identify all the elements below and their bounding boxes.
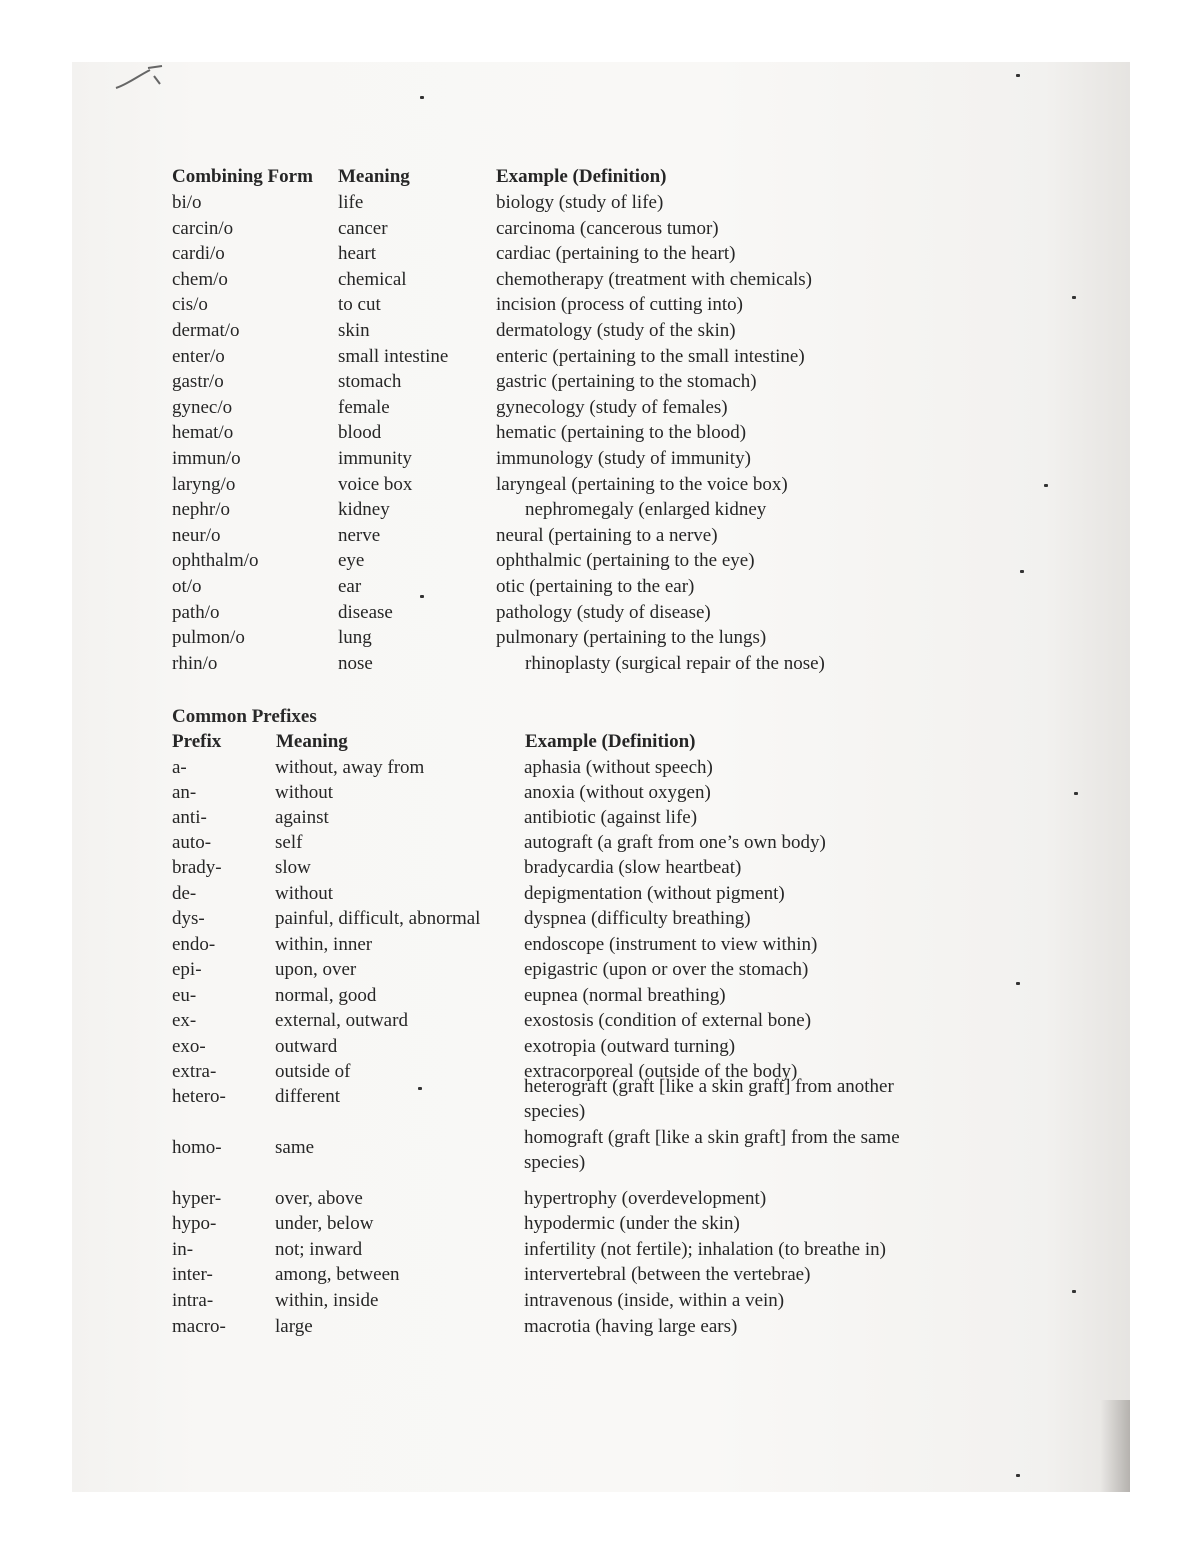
meaning-cell: skin (338, 320, 370, 341)
example-cell: depigmentation (without pigment) (524, 883, 785, 904)
prefix-cell: auto- (172, 832, 212, 853)
example-cell: nephromegaly (enlarged kidney (525, 499, 767, 521)
meaning-cell: heart (338, 243, 376, 265)
example-cell: anoxia (without oxygen) (524, 782, 711, 803)
prefixes-section-title: Common Prefixes (172, 706, 317, 727)
example-cell: pulmonary (pertaining to the lungs) (496, 627, 767, 649)
combining-form-cell: ophthalm/o (172, 550, 259, 572)
meaning-cell: cancer (338, 217, 388, 239)
meaning-cell: lung (338, 627, 372, 649)
meaning-cell: stomach (338, 371, 402, 393)
meaning-cell: large (275, 1316, 313, 1337)
meaning-cell: nose (338, 652, 373, 674)
example-cell: exotropia (outward turning) (524, 1036, 736, 1057)
example-cell: cardiac (pertaining to the heart) (496, 243, 736, 265)
prefix-cell: a- (172, 757, 187, 778)
meaning-cell: normal, good (275, 985, 377, 1006)
prefix-cell: ex- (172, 1010, 197, 1031)
prefix-cell: brady- (172, 857, 222, 878)
scan-speck (1016, 982, 1020, 985)
example-cell: macrotia (having large ears) (524, 1316, 738, 1337)
example-cell: heterograft (graft [like a skin graft] from another species) (524, 1076, 894, 1122)
example-cell: aphasia (without speech) (524, 757, 713, 778)
scan-speck (1016, 1474, 1020, 1477)
meaning-cell: among, between (275, 1264, 400, 1285)
combining-form-cell: immun/o (172, 448, 241, 469)
example-cell: homograft (graft [like a skin graft] from the same species) (524, 1127, 900, 1173)
header-prefix: Prefix (172, 731, 222, 752)
meaning-cell: kidney (338, 499, 390, 521)
example-cell: intravenous (inside, within a vein) (524, 1290, 785, 1311)
example-cell: hypodermic (under the skin) (524, 1213, 740, 1234)
meaning-cell: within, inside (275, 1290, 379, 1311)
prefix-cell: de- (172, 883, 197, 904)
meaning-cell: ear (338, 576, 362, 597)
scan-speck (1072, 296, 1076, 299)
meaning-cell: chemical (338, 268, 407, 290)
prefix-cell: eu- (172, 985, 197, 1006)
header-meaning: Meaning (276, 731, 348, 752)
combining-form-cell: carcin/o (172, 217, 234, 239)
prefix-cell: hyper- (172, 1188, 222, 1209)
scan-speck (1072, 1290, 1076, 1293)
example-cell: laryngeal (pertaining to the voice box) (496, 473, 788, 495)
example-cell: ophthalmic (pertaining to the eye) (496, 550, 755, 572)
scan-speck (1020, 570, 1024, 573)
prefix-cell: extra- (172, 1061, 217, 1082)
meaning-cell: under, below (275, 1213, 374, 1234)
prefix-cell: intra- (172, 1290, 214, 1311)
header-example: Example (Definition) (525, 731, 696, 752)
example-cell: antibiotic (against life) (524, 807, 698, 828)
header-example: Example (Definition) (496, 166, 667, 187)
meaning-cell: life (338, 192, 364, 213)
scan-speck (420, 595, 424, 598)
prefix-cell: exo- (172, 1036, 206, 1057)
example-cell: incision (process of cutting into) (496, 294, 743, 316)
meaning-cell: disease (338, 601, 393, 623)
prefix-cell: homo- (172, 1137, 222, 1158)
example-cell: eupnea (normal breathing) (524, 985, 726, 1006)
example-cell: autograft (a graft from one’s own body) (524, 832, 826, 853)
meaning-cell: not; inward (275, 1239, 363, 1260)
example-cell: endoscope (instrument to view within) (524, 934, 818, 955)
scan-speck (1044, 484, 1048, 487)
meaning-cell: to cut (338, 294, 381, 316)
meaning-cell: blood (338, 422, 382, 444)
meaning-cell: within, inner (275, 934, 373, 955)
example-cell: carcinoma (cancerous tumor) (496, 217, 719, 239)
combining-form-cell: gynec/o (172, 396, 233, 418)
corner-scribble (110, 62, 170, 98)
example-cell: exostosis (condition of external bone) (524, 1010, 812, 1031)
meaning-cell: immunity (338, 448, 412, 469)
example-cell: chemotherapy (treatment with chemicals) (496, 268, 813, 290)
meaning-cell: small intestine (338, 345, 449, 367)
header-combining-form: Combining Form (172, 166, 313, 187)
prefix-cell: anti- (172, 807, 207, 828)
meaning-cell: external, outward (275, 1010, 408, 1031)
example-cell: gastric (pertaining to the stomach) (496, 371, 757, 393)
scan-shadow (1100, 1400, 1130, 1492)
scan-speck (1074, 792, 1078, 795)
example-cell: pathology (study of disease) (496, 601, 711, 623)
meaning-cell: nerve (338, 524, 381, 546)
combining-form-cell: ot/o (172, 576, 202, 597)
example-cell: enteric (pertaining to the small intestine) (496, 345, 805, 367)
combining-form-cell: laryng/o (172, 473, 236, 495)
meaning-cell: without (275, 883, 334, 904)
example-cell: dyspnea (difficulty breathing) (524, 908, 751, 929)
example-cell: infertility (not fertile); inhalation (to breathe in) (524, 1239, 886, 1260)
example-cell: neural (pertaining to a nerve) (496, 524, 718, 546)
meaning-cell: without (275, 782, 334, 803)
example-cell: dermatology (study of the skin) (496, 320, 736, 341)
example-cell: otic (pertaining to the ear) (496, 576, 695, 597)
prefix-cell: dys- (172, 908, 205, 929)
prefix-cell: endo- (172, 934, 216, 955)
scan-speck (1016, 74, 1020, 77)
example-cell: extracorporeal (outside of the body) (524, 1061, 798, 1082)
prefix-cell: macro- (172, 1316, 226, 1337)
meaning-cell: same (275, 1137, 315, 1158)
example-cell: gynecology (study of females) (496, 396, 728, 418)
meaning-cell: outside of (275, 1061, 351, 1082)
combining-form-cell: dermat/o (172, 320, 240, 341)
combining-form-cell: pulmon/o (172, 627, 245, 649)
combining-form-cell: chem/o (172, 268, 228, 290)
example-cell: hematic (pertaining to the blood) (496, 422, 747, 444)
prefix-cell: hypo- (172, 1213, 217, 1234)
example-cell: epigastric (upon or over the stomach) (524, 959, 809, 980)
meaning-cell: different (275, 1086, 341, 1107)
meaning-cell: against (275, 807, 329, 828)
combining-form-cell: rhin/o (172, 652, 218, 674)
prefix-cell: an- (172, 782, 197, 803)
prefix-cell: inter- (172, 1264, 213, 1285)
prefix-cell: in- (172, 1239, 194, 1260)
meaning-cell: over, above (275, 1188, 363, 1209)
meaning-cell: upon, over (275, 959, 357, 980)
combining-form-cell: neur/o (172, 524, 221, 546)
example-cell: intervertebral (between the vertebrae) (524, 1264, 811, 1285)
meaning-cell: slow (275, 857, 311, 878)
meaning-cell: female (338, 396, 390, 418)
example-cell: hypertrophy (overdevelopment) (524, 1188, 767, 1209)
scan-speck (420, 96, 424, 99)
combining-form-cell: cardi/o (172, 243, 225, 265)
meaning-cell: without, away from (275, 757, 425, 778)
meaning-cell: eye (338, 550, 365, 572)
combining-form-cell: bi/o (172, 192, 202, 213)
header-meaning: Meaning (338, 166, 410, 187)
prefix-cell: hetero- (172, 1086, 226, 1107)
combining-form-cell: path/o (172, 601, 220, 623)
example-cell: biology (study of life) (496, 192, 664, 213)
example-cell: immunology (study of immunity) (496, 448, 751, 469)
meaning-cell: painful, difficult, abnormal (275, 908, 481, 929)
meaning-cell: voice box (338, 473, 413, 495)
example-cell: bradycardia (slow heartbeat) (524, 857, 742, 878)
scan-speck (418, 1087, 422, 1090)
combining-form-cell: enter/o (172, 345, 225, 367)
combining-form-cell: cis/o (172, 294, 208, 316)
example-cell: rhinoplasty (surgical repair of the nose) (525, 652, 825, 674)
combining-form-cell: nephr/o (172, 499, 231, 521)
prefix-cell: epi- (172, 959, 202, 980)
meaning-cell: outward (275, 1036, 338, 1057)
combining-form-cell: hemat/o (172, 422, 234, 444)
combining-form-cell: gastr/o (172, 371, 224, 393)
meaning-cell: self (275, 832, 303, 853)
